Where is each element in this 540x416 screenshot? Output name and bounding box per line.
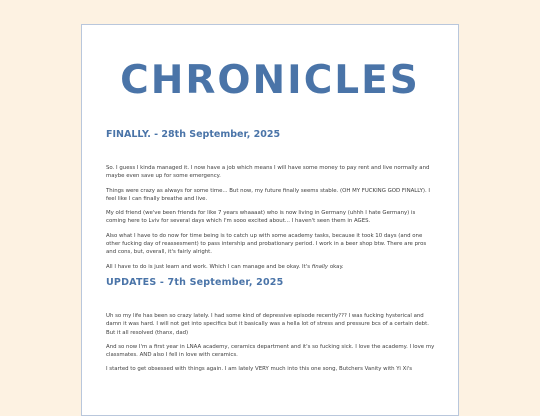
text-run: All I have to do is just learn and work. Which I can manage and be okay. It's bbox=[106, 263, 312, 270]
page-card bbox=[81, 24, 459, 416]
site-title: CHRONICLES bbox=[120, 58, 420, 103]
post-paragraph: Uh so my life has been so crazy lately. I had some kind of depressive episode recently??? I was fucking hysterical and damn it was hard. I will not get into specifics but it basically was a hella lot of stress and pressure bcs of a certain debt. But it all resolved (thanx, dad) bbox=[106, 312, 429, 336]
posts-list bbox=[106, 129, 436, 380]
post-paragraph: So. I guess I kinda managed it. I now have a job which means I will have some money to pay rent and live normally and maybe even save up for some emergency. bbox=[106, 165, 430, 180]
post-finally bbox=[106, 129, 436, 271]
post-paragraph: And so now I'm a first year in LNAA academy, ceramics department and it's so fucking sick. I love the academy. I love my classmates. AND also I fell in love with ceramics. bbox=[106, 343, 435, 359]
post-body bbox=[106, 164, 436, 271]
post-updates bbox=[106, 277, 436, 374]
text-run: okay. bbox=[328, 263, 344, 270]
post-paragraph: Also what I have to do now for time being is to catch up with some academy tasks, because it took 10 days (and one other fucking day of reassesment) to pass intership and probationary period. I work in a beer shop btw. There are pros and cons, but, overall, it's fairly alright. bbox=[106, 232, 427, 256]
emphasis-text: finally bbox=[311, 263, 329, 270]
post-paragraph: My old friend (we've been friends for like 7 years whaaaat) who is now living in Germany (uhhh I hate Germany) is coming here to Lviv for several days which I'm sooo excited about... I haven't seen them in AGES. bbox=[106, 210, 416, 225]
post-paragraph: Things were crazy as always for some time... But now, my future finally seems stable. (OH MY FUCKING GOD FINALLY). I feel like I can finally breathe and live. bbox=[106, 187, 430, 202]
post-paragraph-last bbox=[106, 263, 436, 271]
post-title: FINALLY. - 28th September, 2025 bbox=[106, 129, 281, 140]
post-body bbox=[106, 312, 436, 374]
post-title: UPDATES - 7th September, 2025 bbox=[106, 276, 284, 288]
post-paragraph: I started to get obsessed with things again. I am lately VERY much into this one song, Butchers Vanity with Yi Xi's bbox=[106, 366, 413, 373]
